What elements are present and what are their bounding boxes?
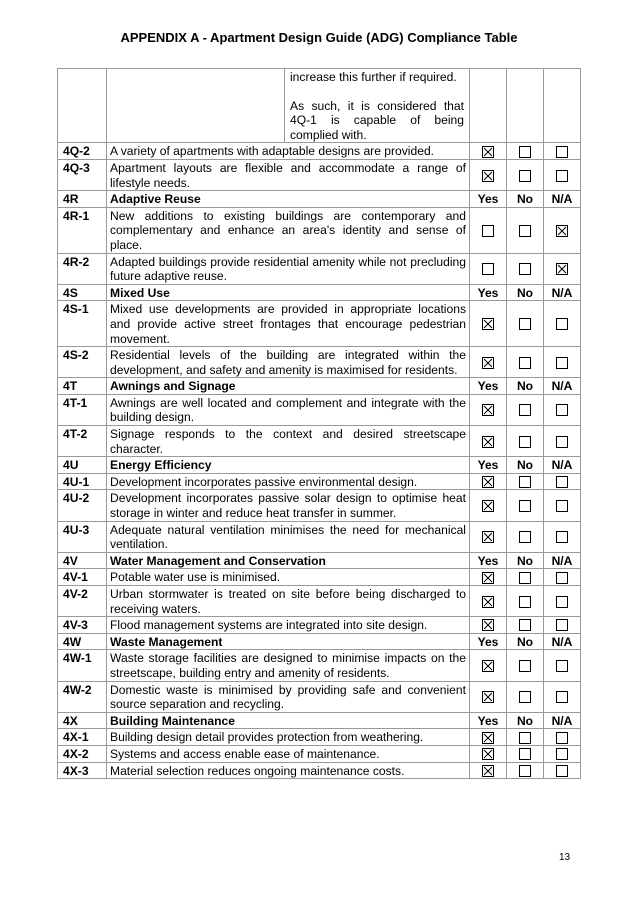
checkbox-cell-na <box>544 729 581 746</box>
row-description: Domestic waste is minimised by providing safe and convenient source separation and recycling. <box>107 681 470 712</box>
checkbox-cell-na <box>544 347 581 378</box>
table-row <box>58 569 581 586</box>
unchecked-box-icon[interactable] <box>519 357 531 369</box>
row-code: 4V-1 <box>58 569 107 586</box>
table-row <box>58 301 581 347</box>
checked-box-icon[interactable] <box>556 225 568 237</box>
column-header-no: No <box>507 284 544 301</box>
column-header-yes: Yes <box>470 712 507 729</box>
checkbox-cell-yes <box>470 650 507 681</box>
checkbox-cell-yes <box>470 729 507 746</box>
checkbox-cell-na <box>544 143 581 160</box>
column-header-no: No <box>507 191 544 208</box>
column-header-yes: Yes <box>470 191 507 208</box>
page-number: 13 <box>559 852 571 863</box>
row-code: 4U-2 <box>58 490 107 521</box>
table-row <box>58 745 581 762</box>
column-header-na: N/A <box>544 552 581 569</box>
checkbox-cell-yes <box>470 347 507 378</box>
continuation-cell <box>107 69 470 143</box>
section-header-row <box>58 633 581 650</box>
checkbox-cell-na <box>544 426 581 457</box>
table-row <box>58 586 581 617</box>
unchecked-box-icon[interactable] <box>556 748 568 760</box>
checkbox-cell-na <box>544 650 581 681</box>
checkbox-cell-yes <box>470 586 507 617</box>
unchecked-box-icon[interactable] <box>519 660 531 672</box>
checkbox-cell-no <box>507 473 544 490</box>
table-row <box>58 681 581 712</box>
continuation-code-cell <box>58 69 107 143</box>
row-description: New additions to existing buildings are contemporary and complementary and enhance an area's identity and sense of place. <box>107 207 470 253</box>
column-header-no: No <box>507 633 544 650</box>
unchecked-box-icon[interactable] <box>519 170 531 182</box>
unchecked-box-icon[interactable] <box>556 476 568 488</box>
row-code: 4S-2 <box>58 347 107 378</box>
checkbox-cell-no <box>507 207 544 253</box>
continuation-line: increase this further if required. <box>290 70 457 84</box>
column-header-yes: Yes <box>470 284 507 301</box>
checkbox-cell-no <box>507 521 544 552</box>
checked-box-icon[interactable] <box>482 531 494 543</box>
column-header-no: No <box>507 552 544 569</box>
column-header-na: N/A <box>544 457 581 474</box>
checked-box-icon[interactable] <box>482 476 494 488</box>
section-header-row <box>58 457 581 474</box>
checkbox-cell-yes <box>470 569 507 586</box>
checkbox-cell-na <box>544 569 581 586</box>
checked-box-icon[interactable] <box>482 748 494 760</box>
row-description: Material selection reduces ongoing maintenance costs. <box>107 762 470 779</box>
checkbox-cell-no <box>507 426 544 457</box>
unchecked-box-icon[interactable] <box>519 225 531 237</box>
unchecked-box-icon[interactable] <box>556 318 568 330</box>
section-header-row <box>58 712 581 729</box>
checkbox-cell-no <box>507 253 544 284</box>
checkbox-cell-no <box>507 745 544 762</box>
continuation-box <box>470 69 507 143</box>
unchecked-box-icon[interactable] <box>556 404 568 416</box>
checkbox-cell-yes <box>470 253 507 284</box>
row-code: 4S-1 <box>58 301 107 347</box>
unchecked-box-icon[interactable] <box>556 531 568 543</box>
unchecked-box-icon[interactable] <box>519 748 531 760</box>
section-header-row <box>58 284 581 301</box>
checkbox-cell-yes <box>470 143 507 160</box>
row-code: 4T <box>58 378 107 395</box>
unchecked-box-icon[interactable] <box>519 436 531 448</box>
checkbox-cell-na <box>544 394 581 425</box>
unchecked-box-icon[interactable] <box>556 357 568 369</box>
checkbox-cell-na <box>544 490 581 521</box>
checkbox-cell-no <box>507 490 544 521</box>
checkbox-cell-na <box>544 207 581 253</box>
unchecked-box-icon[interactable] <box>519 765 531 777</box>
unchecked-box-icon[interactable] <box>556 596 568 608</box>
row-code: 4X <box>58 712 107 729</box>
checkbox-cell-na <box>544 301 581 347</box>
row-description: Flood management systems are integrated into site design. <box>107 617 470 634</box>
table-row <box>58 650 581 681</box>
checkbox-cell-yes <box>470 521 507 552</box>
checked-box-icon[interactable] <box>482 619 494 631</box>
table-row <box>58 347 581 378</box>
row-code: 4V-2 <box>58 586 107 617</box>
row-code: 4V-3 <box>58 617 107 634</box>
unchecked-box-icon[interactable] <box>519 531 531 543</box>
section-title: Awnings and Signage <box>107 378 470 395</box>
continuation-box <box>544 69 581 143</box>
column-header-na: N/A <box>544 191 581 208</box>
checked-box-icon[interactable] <box>482 572 494 584</box>
row-code: 4T-2 <box>58 426 107 457</box>
checkbox-cell-no <box>507 586 544 617</box>
checked-box-icon[interactable] <box>482 500 494 512</box>
unchecked-box-icon[interactable] <box>519 476 531 488</box>
continuation-blank <box>290 85 464 99</box>
checkbox-cell-no <box>507 617 544 634</box>
checked-box-icon[interactable] <box>556 263 568 275</box>
checkbox-cell-na <box>544 617 581 634</box>
table-row <box>58 729 581 746</box>
checkbox-cell-na <box>544 521 581 552</box>
checkbox-cell-no <box>507 762 544 779</box>
page-title: APPENDIX A - Apartment Design Guide (ADG) Compliance Table <box>120 30 518 45</box>
column-header-yes: Yes <box>470 457 507 474</box>
table-row <box>58 394 581 425</box>
checkbox-cell-no <box>507 159 544 190</box>
unchecked-box-icon[interactable] <box>519 263 531 275</box>
unchecked-box-icon[interactable] <box>519 500 531 512</box>
unchecked-box-icon[interactable] <box>482 263 494 275</box>
row-description: Systems and access enable ease of maintenance. <box>107 745 470 762</box>
unchecked-box-icon[interactable] <box>519 404 531 416</box>
column-header-yes: Yes <box>470 633 507 650</box>
checkbox-cell-no <box>507 301 544 347</box>
row-code: 4S <box>58 284 107 301</box>
unchecked-box-icon[interactable] <box>556 572 568 584</box>
checked-box-icon[interactable] <box>482 436 494 448</box>
checked-box-icon[interactable] <box>482 318 494 330</box>
unchecked-box-icon[interactable] <box>556 619 568 631</box>
row-code: 4Q-2 <box>58 143 107 160</box>
checkbox-cell-na <box>544 762 581 779</box>
table-row <box>58 490 581 521</box>
checked-box-icon[interactable] <box>482 765 494 777</box>
row-description: Mixed use developments are provided in appropriate locations and provide active street frontages that encourage pedestrian movement. <box>107 301 470 347</box>
unchecked-box-icon[interactable] <box>556 660 568 672</box>
unchecked-box-icon[interactable] <box>556 691 568 703</box>
row-code: 4W <box>58 633 107 650</box>
row-description: Potable water use is minimised. <box>107 569 470 586</box>
row-description: A variety of apartments with adaptable designs are provided. <box>107 143 470 160</box>
checkbox-cell-yes <box>470 490 507 521</box>
checkbox-cell-na <box>544 681 581 712</box>
row-description: Awnings are well located and complement and integrate with the building design. <box>107 394 470 425</box>
table-row <box>58 426 581 457</box>
unchecked-box-icon[interactable] <box>519 619 531 631</box>
unchecked-box-icon[interactable] <box>519 691 531 703</box>
row-description: Adequate natural ventilation minimises the need for mechanical ventilation. <box>107 521 470 552</box>
table-row <box>58 521 581 552</box>
unchecked-box-icon[interactable] <box>556 436 568 448</box>
section-title: Waste Management <box>107 633 470 650</box>
unchecked-box-icon[interactable] <box>556 765 568 777</box>
checkbox-cell-no <box>507 143 544 160</box>
checkbox-cell-yes <box>470 301 507 347</box>
column-header-na: N/A <box>544 284 581 301</box>
row-code: 4X-1 <box>58 729 107 746</box>
row-code: 4R <box>58 191 107 208</box>
checked-box-icon[interactable] <box>482 596 494 608</box>
row-description: Development incorporates passive environmental design. <box>107 473 470 490</box>
unchecked-box-icon[interactable] <box>556 170 568 182</box>
row-code: 4Q-3 <box>58 159 107 190</box>
column-header-na: N/A <box>544 712 581 729</box>
table-row <box>58 207 581 253</box>
unchecked-box-icon[interactable] <box>519 732 531 744</box>
compliance-table <box>57 68 581 779</box>
checkbox-cell-yes <box>470 617 507 634</box>
table-row <box>58 473 581 490</box>
column-header-no: No <box>507 712 544 729</box>
column-header-na: N/A <box>544 378 581 395</box>
section-header-row <box>58 552 581 569</box>
continuation-box <box>507 69 544 143</box>
checkbox-cell-yes <box>470 394 507 425</box>
checkbox-cell-na <box>544 159 581 190</box>
checkbox-cell-no <box>507 681 544 712</box>
section-header-row <box>58 378 581 395</box>
unchecked-box-icon[interactable] <box>556 500 568 512</box>
checkbox-cell-na <box>544 473 581 490</box>
continuation-row <box>58 69 581 143</box>
checkbox-cell-yes <box>470 426 507 457</box>
compliance-table-body <box>58 69 581 779</box>
row-description: Building design detail provides protection from weathering. <box>107 729 470 746</box>
checkbox-cell-na <box>544 253 581 284</box>
checkbox-cell-yes <box>470 473 507 490</box>
checkbox-cell-yes <box>470 762 507 779</box>
table-row <box>58 143 581 160</box>
unchecked-box-icon[interactable] <box>482 225 494 237</box>
continuation-line: As such, it is considered that 4Q-1 is capable of being complied with. <box>290 98 464 142</box>
checkbox-cell-no <box>507 729 544 746</box>
table-row <box>58 253 581 284</box>
checked-box-icon[interactable] <box>482 170 494 182</box>
checkbox-cell-yes <box>470 159 507 190</box>
unchecked-box-icon[interactable] <box>519 572 531 584</box>
row-code: 4X-2 <box>58 745 107 762</box>
section-header-row <box>58 191 581 208</box>
column-header-yes: Yes <box>470 378 507 395</box>
section-title: Building Maintenance <box>107 712 470 729</box>
row-description: Development incorporates passive solar design to optimise heat storage in winter and reduce heat transfer in summer. <box>107 490 470 521</box>
checkbox-cell-na <box>544 586 581 617</box>
row-code: 4X-3 <box>58 762 107 779</box>
checkbox-cell-no <box>507 650 544 681</box>
column-header-no: No <box>507 457 544 474</box>
checkbox-cell-na <box>544 745 581 762</box>
unchecked-box-icon[interactable] <box>556 732 568 744</box>
row-code: 4U-1 <box>58 473 107 490</box>
table-row <box>58 159 581 190</box>
row-description: Urban stormwater is treated on site before being discharged to receiving waters. <box>107 586 470 617</box>
checked-box-icon[interactable] <box>482 660 494 672</box>
row-description: Waste storage facilities are designed to minimise impacts on the streetscape, building entry and amenity of residents. <box>107 650 470 681</box>
section-title: Water Management and Conservation <box>107 552 470 569</box>
row-description: Adapted buildings provide residential amenity while not precluding future adaptive reuse. <box>107 253 470 284</box>
row-description: Apartment layouts are flexible and accommodate a range of lifestyle needs. <box>107 159 470 190</box>
row-code: 4R-1 <box>58 207 107 253</box>
row-code: 4U <box>58 457 107 474</box>
table-row <box>58 617 581 634</box>
checked-box-icon[interactable] <box>482 146 494 158</box>
column-header-no: No <box>507 378 544 395</box>
checked-box-icon[interactable] <box>482 691 494 703</box>
unchecked-box-icon[interactable] <box>556 146 568 158</box>
row-description: Residential levels of the building are integrated within the development, and safety and amenity is maximised for residents. <box>107 347 470 378</box>
checkbox-cell-yes <box>470 207 507 253</box>
section-title: Energy Efficiency <box>107 457 470 474</box>
checkbox-cell-no <box>507 569 544 586</box>
checkbox-cell-no <box>507 394 544 425</box>
row-code: 4T-1 <box>58 394 107 425</box>
checkbox-cell-no <box>507 347 544 378</box>
unchecked-box-icon[interactable] <box>519 146 531 158</box>
row-description: Signage responds to the context and desired streetscape character. <box>107 426 470 457</box>
unchecked-box-icon[interactable] <box>519 318 531 330</box>
checked-box-icon[interactable] <box>482 732 494 744</box>
unchecked-box-icon[interactable] <box>519 596 531 608</box>
checkbox-cell-yes <box>470 681 507 712</box>
checked-box-icon[interactable] <box>482 357 494 369</box>
row-code: 4W-2 <box>58 681 107 712</box>
column-header-yes: Yes <box>470 552 507 569</box>
table-row <box>58 762 581 779</box>
section-title: Mixed Use <box>107 284 470 301</box>
row-code: 4V <box>58 552 107 569</box>
checkbox-cell-yes <box>470 745 507 762</box>
checked-box-icon[interactable] <box>482 404 494 416</box>
row-code: 4W-1 <box>58 650 107 681</box>
section-title: Adaptive Reuse <box>107 191 470 208</box>
column-header-na: N/A <box>544 633 581 650</box>
row-code: 4U-3 <box>58 521 107 552</box>
row-code: 4R-2 <box>58 253 107 284</box>
